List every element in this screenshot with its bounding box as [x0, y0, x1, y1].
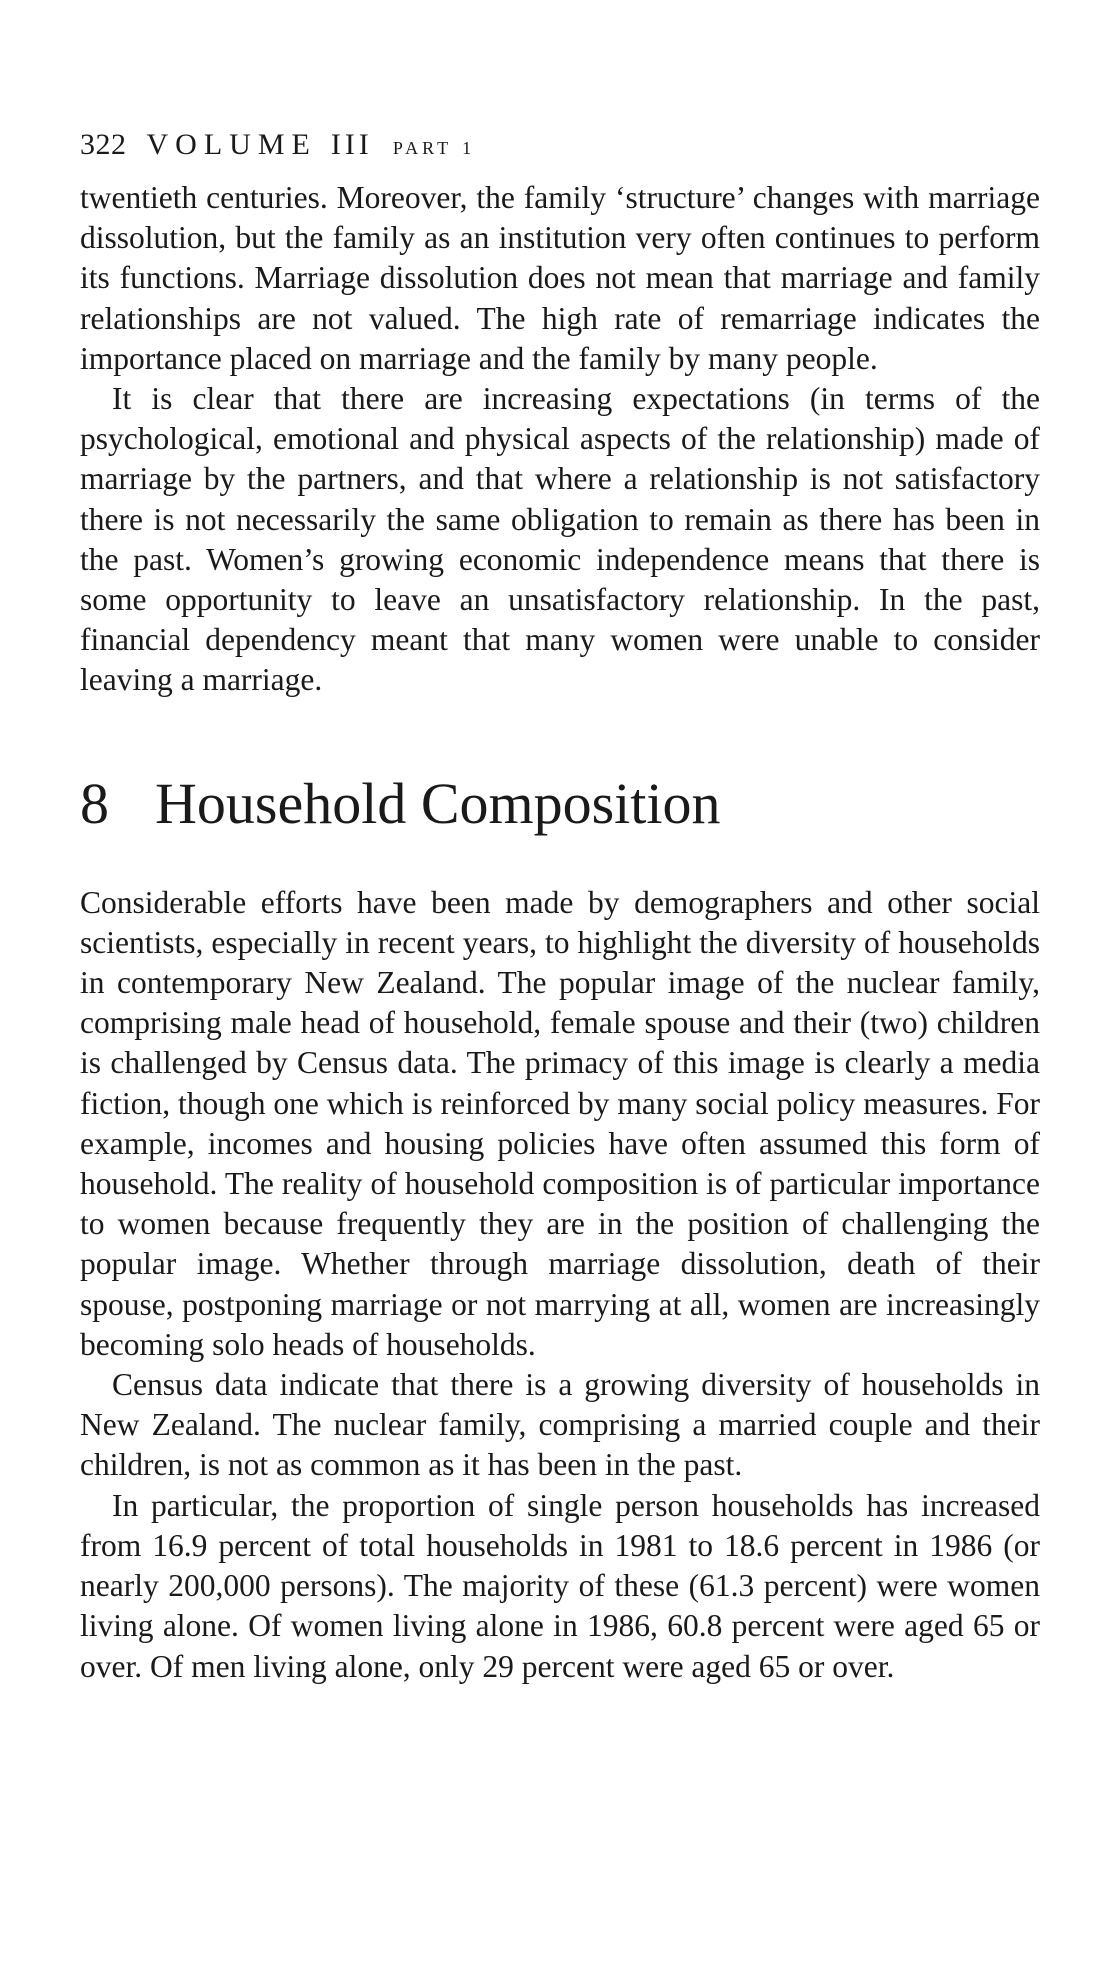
paragraph-continued: twentieth centuries. Moreover, the family ‘structure’ changes with marriage dissolution, but the family as an institution very often continues to perform its functions. Marriage dissolution does not mean that marriage and family relationships are not valued. The high rate of remarriage indicates the importance placed on marriage and the family by many people. — [80, 180, 1040, 376]
volume-label: VOLUME — [146, 128, 317, 161]
part-number: 1 — [462, 138, 472, 158]
volume-number: III — [330, 128, 373, 161]
paragraph-expectations: It is clear that there are increasing expectations (in terms of the psychological, emotional and physical aspects of the relationship) made of marriage by the partners, and that where a relationship is not satisfactory there is not necessarily the same obligation to remain as there has been in the past. Women’s growing economic independence means that there is some opportunity to leave an unsatisfactory relationship. In the past, financial dependency meant that many women were unable to consider leaving a marriage. — [80, 381, 1040, 698]
section-title: Household Composition — [155, 770, 721, 836]
page-number: 322 — [80, 128, 127, 161]
running-head — [80, 128, 1040, 162]
section-heading — [80, 771, 1040, 837]
paragraph-census: Census data indicate that there is a growing diversity of households in New Zealand. The nuclear family, comprising a married couple and their children, is not as common as it has been in the past. — [80, 1367, 1040, 1483]
section-number: 8 — [80, 770, 109, 836]
paragraph-single-person: In particular, the proportion of single person households has increased from 16.9 percent of total households in 1981 to 18.6 percent in 1986 (or nearly 200,000 persons). The majority of these (61.3 percent) were women living alone. Of women living alone in 1986, 60.8 percent were aged 65 or over. Of men living alone, only 29 percent were aged 65 or over. — [80, 1487, 1040, 1684]
book-page — [80, 128, 1040, 1687]
paragraph-diversity: Considerable efforts have been made by demographers and other social scientists, especially in recent years, to highlight the diversity of households in contemporary New Zealand. The popular image of the nuclear family, comprising male head of household, female spouse and their (two) children is challenged by Census data. The primacy of this image is clearly a media fiction, though one which is reinforced by many social policy measures. For example, incomes and housing policies have often assumed this form of household. The reality of household composition is of particular importance to women because frequently they are in the position of challenging the popular image. Whether through marriage dissolution, death of their spouse, postponing marriage or not marrying at all, women are increasingly becoming solo heads of households. — [80, 884, 1040, 1362]
part-label: PART — [392, 138, 453, 158]
